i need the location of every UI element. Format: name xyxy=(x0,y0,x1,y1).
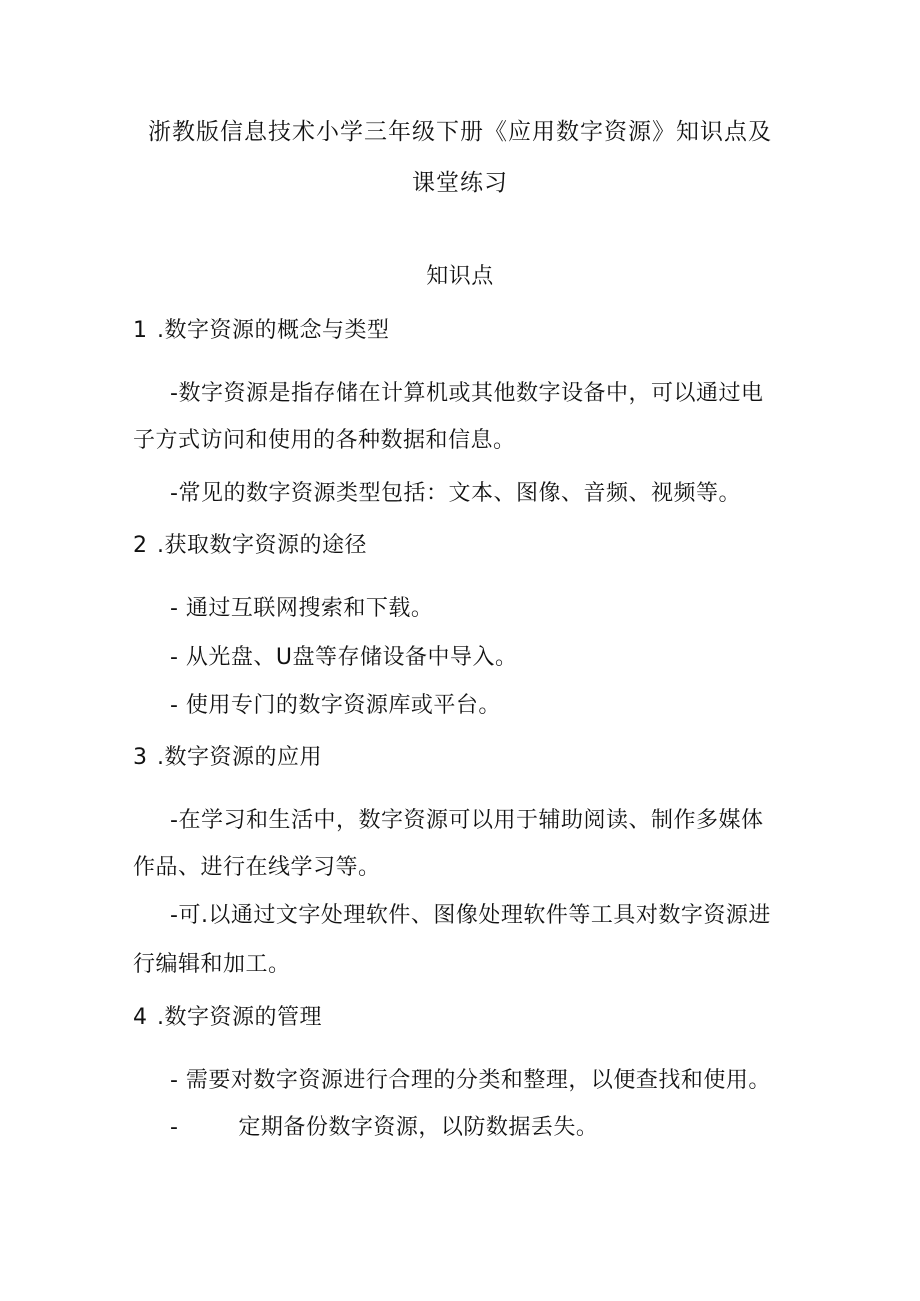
section-3-paragraph-2-cont: 行编辑和加工。 xyxy=(133,952,291,977)
section-2-number: 2 xyxy=(133,533,148,558)
section-4-item-2: - 定期备份数字资源，以防数据丢失。 xyxy=(170,1115,599,1140)
section-1-title: .数字资源的概念与类型 xyxy=(157,318,390,343)
section-2-item-1: - 通过互联网搜索和下载。 xyxy=(170,596,434,621)
section-1-heading xyxy=(133,316,390,346)
section-3-paragraph-1: -在学习和生活中，数字资源可以用于辅助阅读、制作多媒体 xyxy=(170,808,764,833)
section-1-paragraph-2: -常见的数字资源类型包括：文本、图像、音频、视频等。 xyxy=(170,481,741,506)
section-3-paragraph-2: -可.以通过文字处理软件、图像处理软件等工具对数字资源进 xyxy=(170,903,771,928)
section-4-title: .数字资源的管理 xyxy=(157,1005,322,1030)
section-2-item-3: - 使用专门的数字资源库或平台。 xyxy=(170,693,501,718)
section-2-title: .获取数字资源的途径 xyxy=(157,533,367,558)
document-title-line-2: 课堂练习 xyxy=(412,170,508,196)
section-3-paragraph-1-cont: 作品、进行在线学习等。 xyxy=(133,855,381,880)
section-1-paragraph-1-cont: 子方式访问和使用的各种数据和信息。 xyxy=(133,428,516,453)
section-4-heading xyxy=(133,1003,322,1033)
section-1-number: 1 xyxy=(133,318,148,343)
document-title-line-1: 浙教版信息技术小学三年级下册《应用数字资源》知识点及 xyxy=(148,119,772,145)
section-1-paragraph-1: -数字资源是指存储在计算机或其他数字设备中，可以通过电 xyxy=(170,381,764,406)
section-4-item-1: - 需要对数字资源进行合理的分类和整理，以便查找和使用。 xyxy=(170,1068,771,1093)
section-3-number: 3 xyxy=(133,745,148,770)
section-heading: 知识点 xyxy=(426,264,494,289)
section-4-number: 4 xyxy=(133,1005,148,1030)
section-3-heading xyxy=(133,743,322,773)
section-3-title: .数字资源的应用 xyxy=(157,745,322,770)
section-2-heading xyxy=(133,531,367,561)
section-2-item-2: - 从光盘、U盘等存储设备中导入。 xyxy=(170,645,518,670)
